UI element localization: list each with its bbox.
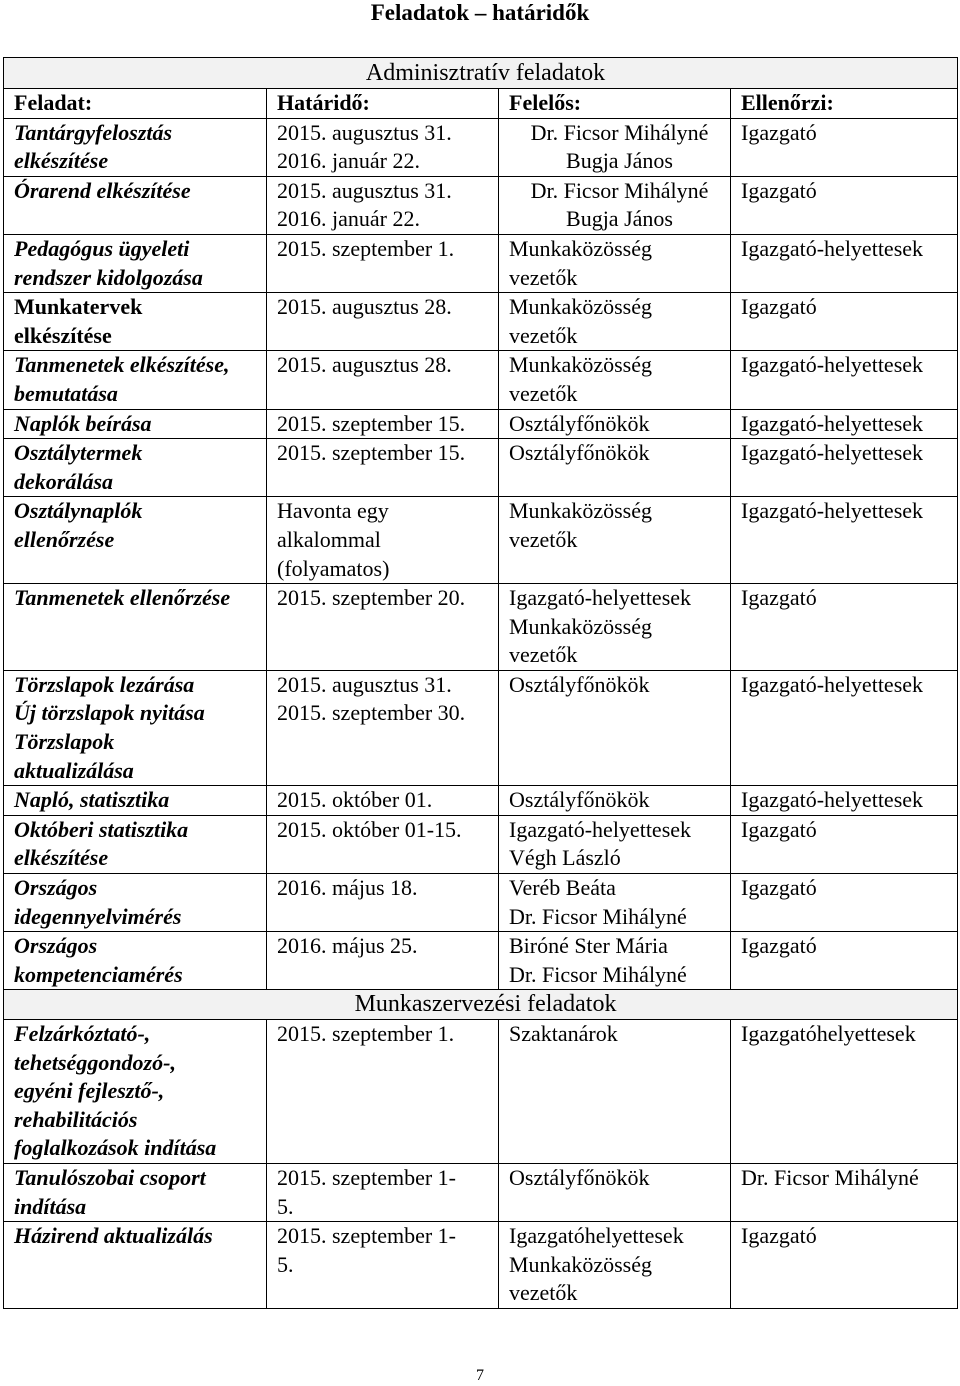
cell-checker xyxy=(731,584,958,671)
cell-line: Munkaközösség xyxy=(509,352,652,378)
cell-responsible xyxy=(499,815,731,873)
cell-line: Házirend aktualizálás xyxy=(14,1223,213,1249)
cell-line: Munkaközösség xyxy=(509,498,652,524)
table-row xyxy=(4,293,958,351)
cell-line: 5. xyxy=(277,1251,294,1277)
cell-line: Igazgató xyxy=(741,294,817,320)
cell-line: Osztályfőnökök xyxy=(509,410,650,436)
table-row xyxy=(4,1020,958,1164)
cell-line: Igazgató xyxy=(741,816,817,842)
page-number: 7 xyxy=(476,1367,484,1384)
cell-line: 2015. augusztus 28. xyxy=(277,294,452,320)
table-row xyxy=(4,409,958,439)
cell-line: Igazgató-helyettesek xyxy=(741,440,924,466)
cell-line: vezetők xyxy=(509,264,578,290)
cell-line: Biróné Ster Mária xyxy=(509,933,668,959)
cell-line: Októberi statisztika xyxy=(14,816,189,842)
cell-line: vezetők xyxy=(509,526,578,552)
cell-line: Országos xyxy=(14,875,98,901)
cell-checker xyxy=(731,1020,958,1164)
cell-responsible xyxy=(499,176,731,234)
cell-line: Igazgató-helyettesek xyxy=(509,585,692,611)
cell-checker xyxy=(731,497,958,584)
cell-line: 2015. szeptember 15. xyxy=(277,440,466,466)
cell-line: Igazgató xyxy=(741,119,817,145)
cell-line: tehetséggondozó-, xyxy=(14,1049,176,1075)
table-row xyxy=(4,786,958,816)
cell-line: Törzslapok xyxy=(14,729,115,755)
cell-checker xyxy=(731,932,958,990)
cell-line: Bugja János xyxy=(566,148,673,174)
cell-line: Igazgató-helyettesek xyxy=(741,235,924,261)
cell-line: 2015. szeptember 30. xyxy=(277,700,466,726)
cell-responsible xyxy=(499,874,731,932)
column-header-task: Feladat: xyxy=(4,89,267,119)
cell-line: Veréb Beáta xyxy=(509,875,616,901)
cell-deadline xyxy=(267,409,499,439)
cell-line: Igazgatóhelyettesek xyxy=(741,1021,916,1046)
cell-task xyxy=(4,118,267,176)
cell-task xyxy=(4,351,267,409)
cell-task xyxy=(4,815,267,873)
cell-line: Pedagógus ügyeleti xyxy=(14,235,190,261)
cell-line: Felzárkóztató-, xyxy=(14,1021,151,1046)
cell-line: Munkaközösség xyxy=(509,235,652,261)
section-header xyxy=(4,990,958,1020)
cell-line: Dr. Ficsor Mihályné xyxy=(509,903,687,929)
table-row xyxy=(4,1163,958,1221)
cell-line: 2015. augusztus 28. xyxy=(277,352,452,378)
cell-line: ellenőrzése xyxy=(14,526,115,552)
cell-line: Tanmenetek ellenőrzése xyxy=(14,585,231,611)
cell-line: 2015. szeptember 1. xyxy=(277,235,455,261)
cell-responsible xyxy=(499,497,731,584)
cell-line: elkészítése xyxy=(14,322,112,348)
cell-deadline xyxy=(267,293,499,351)
cell-deadline xyxy=(267,786,499,816)
cell-task xyxy=(4,439,267,497)
cell-task xyxy=(4,1222,267,1309)
table-row xyxy=(4,874,958,932)
table-row xyxy=(4,118,958,176)
cell-line: dekorálása xyxy=(14,468,113,494)
section-title: Munkaszervezési feladatok xyxy=(4,990,958,1020)
cell-line: foglalkozások indítása xyxy=(14,1135,217,1161)
cell-line: vezetők xyxy=(509,380,578,406)
cell-line: Igazgatóhelyettesek xyxy=(509,1223,684,1249)
cell-deadline xyxy=(267,670,499,785)
cell-line: Órarend elkészítése xyxy=(14,177,191,203)
cell-line: Naplók beírása xyxy=(14,410,152,436)
cell-line: 2015. szeptember 1. xyxy=(277,1021,455,1046)
cell-deadline xyxy=(267,497,499,584)
cell-deadline xyxy=(267,1163,499,1221)
cell-line: egyéni fejlesztő-, xyxy=(14,1078,165,1104)
cell-task xyxy=(4,293,267,351)
cell-line: Munkaközösség xyxy=(509,294,652,320)
cell-responsible xyxy=(499,439,731,497)
table-row xyxy=(4,1222,958,1309)
cell-line: Igazgató-helyettesek xyxy=(741,787,924,813)
column-header-deadline: Határidő: xyxy=(267,89,499,119)
cell-line: Dr. Ficsor Mihályné xyxy=(530,177,709,203)
cell-line: Igazgató xyxy=(741,177,817,203)
cell-line: kompetenciamérés xyxy=(14,961,183,987)
cell-line: Igazgató-helyettesek xyxy=(741,498,924,524)
cell-task xyxy=(4,786,267,816)
cell-deadline xyxy=(267,932,499,990)
section-title: Adminisztratív feladatok xyxy=(4,58,958,89)
page-title: Feladatok – határidők xyxy=(370,0,590,25)
cell-line: Országos xyxy=(14,933,98,959)
cell-line: vezetők xyxy=(509,322,578,348)
cell-responsible xyxy=(499,1163,731,1221)
cell-checker xyxy=(731,176,958,234)
cell-checker xyxy=(731,234,958,292)
cell-line: bemutatása xyxy=(14,380,118,406)
cell-line: rehabilitációs xyxy=(14,1106,138,1132)
cell-line: rendszer kidolgozása xyxy=(14,264,203,290)
cell-line: Osztályfőnökök xyxy=(509,671,650,697)
cell-line: Igazgató-helyettesek xyxy=(509,816,692,842)
cell-task xyxy=(4,584,267,671)
cell-responsible xyxy=(499,409,731,439)
cell-line: Osztályfőnökök xyxy=(509,1164,650,1190)
table-row xyxy=(4,932,958,990)
cell-line: Osztályfőnökök xyxy=(509,440,650,466)
cell-task xyxy=(4,932,267,990)
column-header-row xyxy=(4,89,958,119)
cell-line: Bugja János xyxy=(566,206,673,232)
cell-line: Szaktanárok xyxy=(509,1021,618,1046)
cell-deadline xyxy=(267,176,499,234)
cell-task xyxy=(4,874,267,932)
cell-checker xyxy=(731,1163,958,1221)
cell-responsible xyxy=(499,351,731,409)
cell-line: Dr. Ficsor Mihályné xyxy=(509,961,687,987)
cell-line: Osztálynaplók xyxy=(14,498,143,524)
cell-line: Osztálytermek xyxy=(14,440,143,466)
cell-line: Igazgató-helyettesek xyxy=(741,671,924,697)
cell-line: elkészítése xyxy=(14,845,109,871)
cell-deadline xyxy=(267,118,499,176)
cell-task xyxy=(4,234,267,292)
table-row xyxy=(4,815,958,873)
cell-task xyxy=(4,1020,267,1164)
column-header-responsible: Felelős: xyxy=(499,89,731,119)
cell-line: 2015. szeptember 1- xyxy=(277,1164,456,1190)
cell-line: 2015. október 01. xyxy=(277,787,433,813)
cell-checker xyxy=(731,351,958,409)
cell-line: alkalommal xyxy=(277,526,381,552)
cell-line: 2016. január 22. xyxy=(277,148,420,174)
table-row xyxy=(4,584,958,671)
cell-responsible xyxy=(499,293,731,351)
cell-line: Igazgató xyxy=(741,875,817,901)
cell-responsible xyxy=(499,118,731,176)
cell-line: Havonta egy xyxy=(277,498,389,524)
cell-responsible xyxy=(499,932,731,990)
cell-checker xyxy=(731,670,958,785)
cell-deadline xyxy=(267,234,499,292)
cell-line: Tantárgyfelosztás xyxy=(14,119,173,145)
cell-line: Munkaközösség xyxy=(509,613,652,639)
cell-checker xyxy=(731,1222,958,1309)
cell-line: Napló, statisztika xyxy=(14,787,170,813)
cell-line: Tanmenetek elkészítése, xyxy=(14,352,230,378)
cell-checker xyxy=(731,786,958,816)
cell-line: 2015. szeptember 20. xyxy=(277,585,466,611)
table-row xyxy=(4,497,958,584)
table-row xyxy=(4,439,958,497)
table-row xyxy=(4,670,958,785)
task-table xyxy=(3,57,958,1309)
cell-deadline xyxy=(267,351,499,409)
cell-line: 2015. augusztus 31. xyxy=(277,119,452,145)
cell-line: Osztályfőnökök xyxy=(509,787,650,813)
section-header xyxy=(4,58,958,89)
cell-deadline xyxy=(267,815,499,873)
cell-line: Végh László xyxy=(509,845,621,871)
cell-responsible xyxy=(499,670,731,785)
cell-responsible xyxy=(499,1222,731,1309)
cell-line: aktualizálása xyxy=(14,757,134,783)
column-header-checker: Ellenőrzi: xyxy=(731,89,958,119)
cell-line: Dr. Ficsor Mihályné xyxy=(741,1164,919,1190)
cell-line: 5. xyxy=(277,1193,294,1219)
cell-line: Tanulószobai csoport xyxy=(14,1164,206,1190)
cell-line: elkészítése xyxy=(14,148,109,174)
cell-checker xyxy=(731,118,958,176)
cell-line: Igazgató-helyettesek xyxy=(741,352,924,378)
cell-deadline xyxy=(267,439,499,497)
cell-task xyxy=(4,497,267,584)
cell-line: (folyamatos) xyxy=(277,555,390,581)
cell-responsible xyxy=(499,584,731,671)
cell-line: 2015. augusztus 31. xyxy=(277,671,452,697)
cell-task xyxy=(4,670,267,785)
cell-checker xyxy=(731,409,958,439)
cell-line: Munkaközösség xyxy=(509,1251,652,1277)
cell-line: 2015. augusztus 31. xyxy=(277,177,452,203)
cell-line: vezetők xyxy=(509,1280,578,1306)
cell-line: Igazgató xyxy=(741,933,817,959)
cell-checker xyxy=(731,815,958,873)
cell-line: 2016. május 25. xyxy=(277,933,418,959)
cell-line: Igazgató xyxy=(741,585,817,611)
cell-line: 2015. október 01-15. xyxy=(277,816,462,842)
cell-line: vezetők xyxy=(509,642,578,668)
cell-line: Munkatervek xyxy=(14,294,143,320)
cell-line: 2016. január 22. xyxy=(277,206,420,232)
cell-task xyxy=(4,1163,267,1221)
cell-checker xyxy=(731,874,958,932)
cell-task xyxy=(4,409,267,439)
cell-line: idegennyelvimérés xyxy=(14,903,182,929)
cell-line: 2016. május 18. xyxy=(277,875,418,901)
cell-task xyxy=(4,176,267,234)
cell-line: 2015. szeptember 15. xyxy=(277,410,466,436)
cell-responsible xyxy=(499,786,731,816)
cell-responsible xyxy=(499,1020,731,1164)
cell-line: 2015. szeptember 1- xyxy=(277,1223,456,1249)
cell-line: Új törzslapok nyitása xyxy=(14,700,205,726)
cell-deadline xyxy=(267,584,499,671)
cell-line: Dr. Ficsor Mihályné xyxy=(530,119,709,145)
table-row xyxy=(4,176,958,234)
cell-checker xyxy=(731,293,958,351)
table-row xyxy=(4,351,958,409)
cell-line: Igazgató xyxy=(741,1223,817,1249)
table-row xyxy=(4,234,958,292)
cell-deadline xyxy=(267,1020,499,1164)
cell-checker xyxy=(731,439,958,497)
cell-deadline xyxy=(267,1222,499,1309)
cell-responsible xyxy=(499,234,731,292)
cell-line: Igazgató-helyettesek xyxy=(741,410,924,436)
cell-line: indítása xyxy=(14,1193,87,1219)
cell-line: Törzslapok lezárása xyxy=(14,671,195,697)
cell-deadline xyxy=(267,874,499,932)
